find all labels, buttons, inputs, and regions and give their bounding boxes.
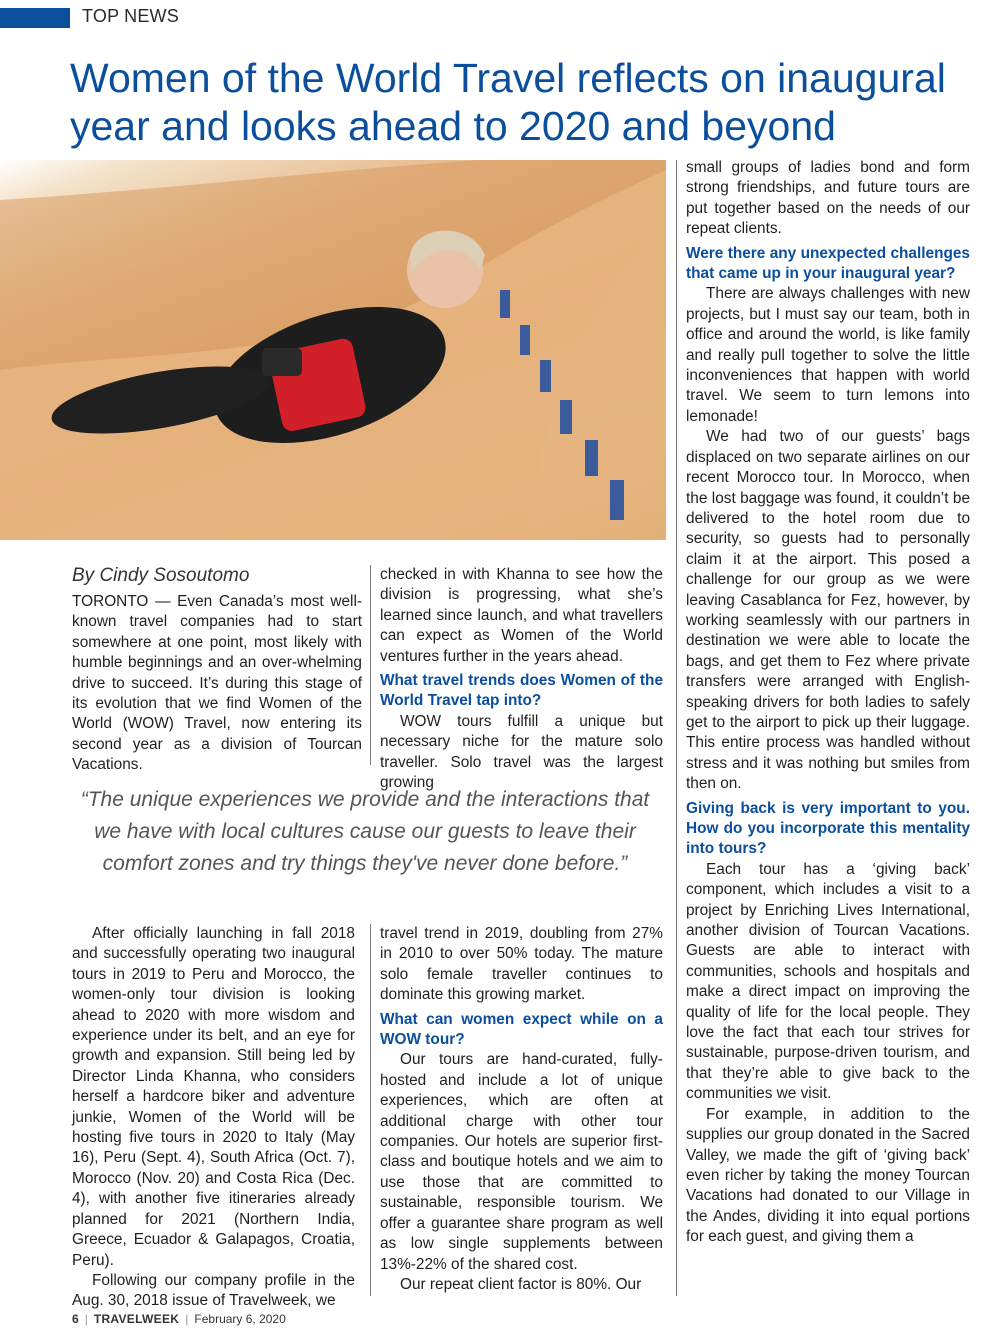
body-paragraph: For example, in addition to the supplies our group donated in the Sacred Valley, we made the gift of ‘giving back’ even richer by taking the money Tourcan Vacations had donated to our Village in the Andes, dividing it into equal portions for each guest, and giving them a	[686, 1105, 970, 1246]
pull-quote: “The unique experiences we provide and the interactions that we have with local cultures cause our guests to leave their comfort zones and try things they've never done before.”	[80, 788, 650, 875]
section-label: TOP NEWS	[82, 6, 179, 26]
body-paragraph: We had two of our guests’ bags displaced on two separate airlines on our recent Morocco tour. In Morocco, when the lost baggage was found, it couldn’t be delivered to the hotel room due to security, so guests had to personally claim it at the airport. This posed a challenge for our group as we were leaving Casablanca for Fez, however, by working seamlessly with our partners in destination we were able to locate the bags, and get them to Fez where private transfers were arranged with English-speaking drivers for both ladies to safely get to the airport to pick up their luggage. This entire process was handled without stress and it was nothing but smiles from then on.	[686, 428, 970, 793]
issue-date: February 6, 2020	[194, 1312, 286, 1326]
publication-name: TRAVELWEEK	[93, 1312, 180, 1326]
column-3	[686, 158, 970, 1248]
desert-scene-illustration	[0, 160, 666, 540]
page-footer: 6 | TRAVELWEEK | February 6, 2020	[72, 1312, 286, 1326]
section-color-bar	[0, 8, 70, 28]
column-2-top	[380, 565, 663, 793]
column-divider	[370, 565, 371, 765]
column-1-top	[72, 592, 362, 776]
column-divider	[370, 924, 371, 1296]
body-paragraph: After officially launching in fall 2018 and successfully operating two inaugural tours in 2019 to Peru and Morocco, the women-only tour division is looking ahead to 2020 with more wisdom and experience under its belt, and an eye for growth and expansion. Still being led by Director Linda Khanna, who considers herself a hardcore biker and adventure junkie, Women of the World will be hosting five tours in 2020 to Italy (May 16), Peru (Sept. 4), South Africa (Oct. 7), Morocco (Nov. 20) and Costa Rica (Dec. 4), with another five itineraries already planned for 2021 (Northern India, Greece, Ecuador & Galapagos, Croatia, Peru).	[72, 925, 355, 1269]
interview-question: What travel trends does Women of the World Travel tap into?	[380, 672, 663, 710]
body-paragraph: travel trend in 2019, doubling from 27% in 2010 to over 50% today. The mature solo female traveller continues to dominate this growing market.	[380, 925, 663, 1004]
interview-question: Giving back is very important to you. How do you incorporate this mentality into tours?	[686, 799, 970, 858]
body-paragraph: Our tours are hand-curated, fully-hosted and include a lot of unique experiences, which are often at additional charge with other tour companies. Our hotels are superior first-class and boutique hotels and we aim to use those that are committed to sustainable, responsible tourism. We offer a guarantee share program as well as low single supplements between 13%-22% of the shared cost.	[380, 1051, 663, 1273]
body-paragraph: checked in with Khanna to see how the division is progressing, what she’s learned since launch, and what travellers can expect as Women of the World ventures further in the years ahead.	[380, 566, 663, 665]
interview-question: Were there any unexpected challenges that came up in your inaugural year?	[686, 244, 970, 283]
column-divider	[676, 160, 677, 1296]
intro-paragraph: TORONTO — Even Canada’s most well-known travel companies had to start somewhere at one point, most likely with humble beginnings and an over-whelming drive to succeed. It’s during this stage of its evolution that we find Women of the World (WOW) Travel, now entering its second year as a division of Tourcan Vacations.	[72, 593, 362, 774]
body-paragraph: WOW tours fulfill a unique but necessary niche for the mature solo traveller. Solo travel was the largest growing	[380, 712, 663, 792]
body-paragraph: Our repeat client factor is 80%. Our	[400, 1275, 642, 1293]
body-paragraph: Following our company profile in the Aug. 30, 2018 issue of Travelweek, we	[72, 1271, 355, 1310]
body-paragraph: There are always challenges with new projects, but I must say our team, both in office and around the world, is like family and really pull together to solve the little inconveniences that happen with world travel. We seem to turn lemons into lemonade!	[686, 285, 970, 425]
column-1-bottom	[72, 924, 355, 1312]
feature-photo	[0, 160, 666, 540]
body-paragraph: Each tour has a ‘giving back’ component, which includes a visit to a project by Enriching Lives International, another division of Tourcan Vacations. Guests are able to interact with communities, schools and hospitals and make a direct impact on improving the quality of life for the local people. They love the fact that each tour strives for sustainable, purpose-driven tourism, and that they’re able to give back to the communities we visit.	[686, 860, 970, 1103]
headline: Women of the World Travel reflects on inaugural year and looks ahead to 2020 and beyond	[70, 55, 946, 149]
page-number: 6	[72, 1312, 79, 1326]
interview-question: What can women expect while on a WOW tour?	[380, 1010, 663, 1049]
byline: By Cindy Sosoutomo	[72, 565, 250, 586]
column-2-bottom	[380, 924, 663, 1295]
body-paragraph: small groups of ladies bond and form strong friendships, and future tours are put together based on the needs of our repeat clients.	[686, 159, 970, 238]
